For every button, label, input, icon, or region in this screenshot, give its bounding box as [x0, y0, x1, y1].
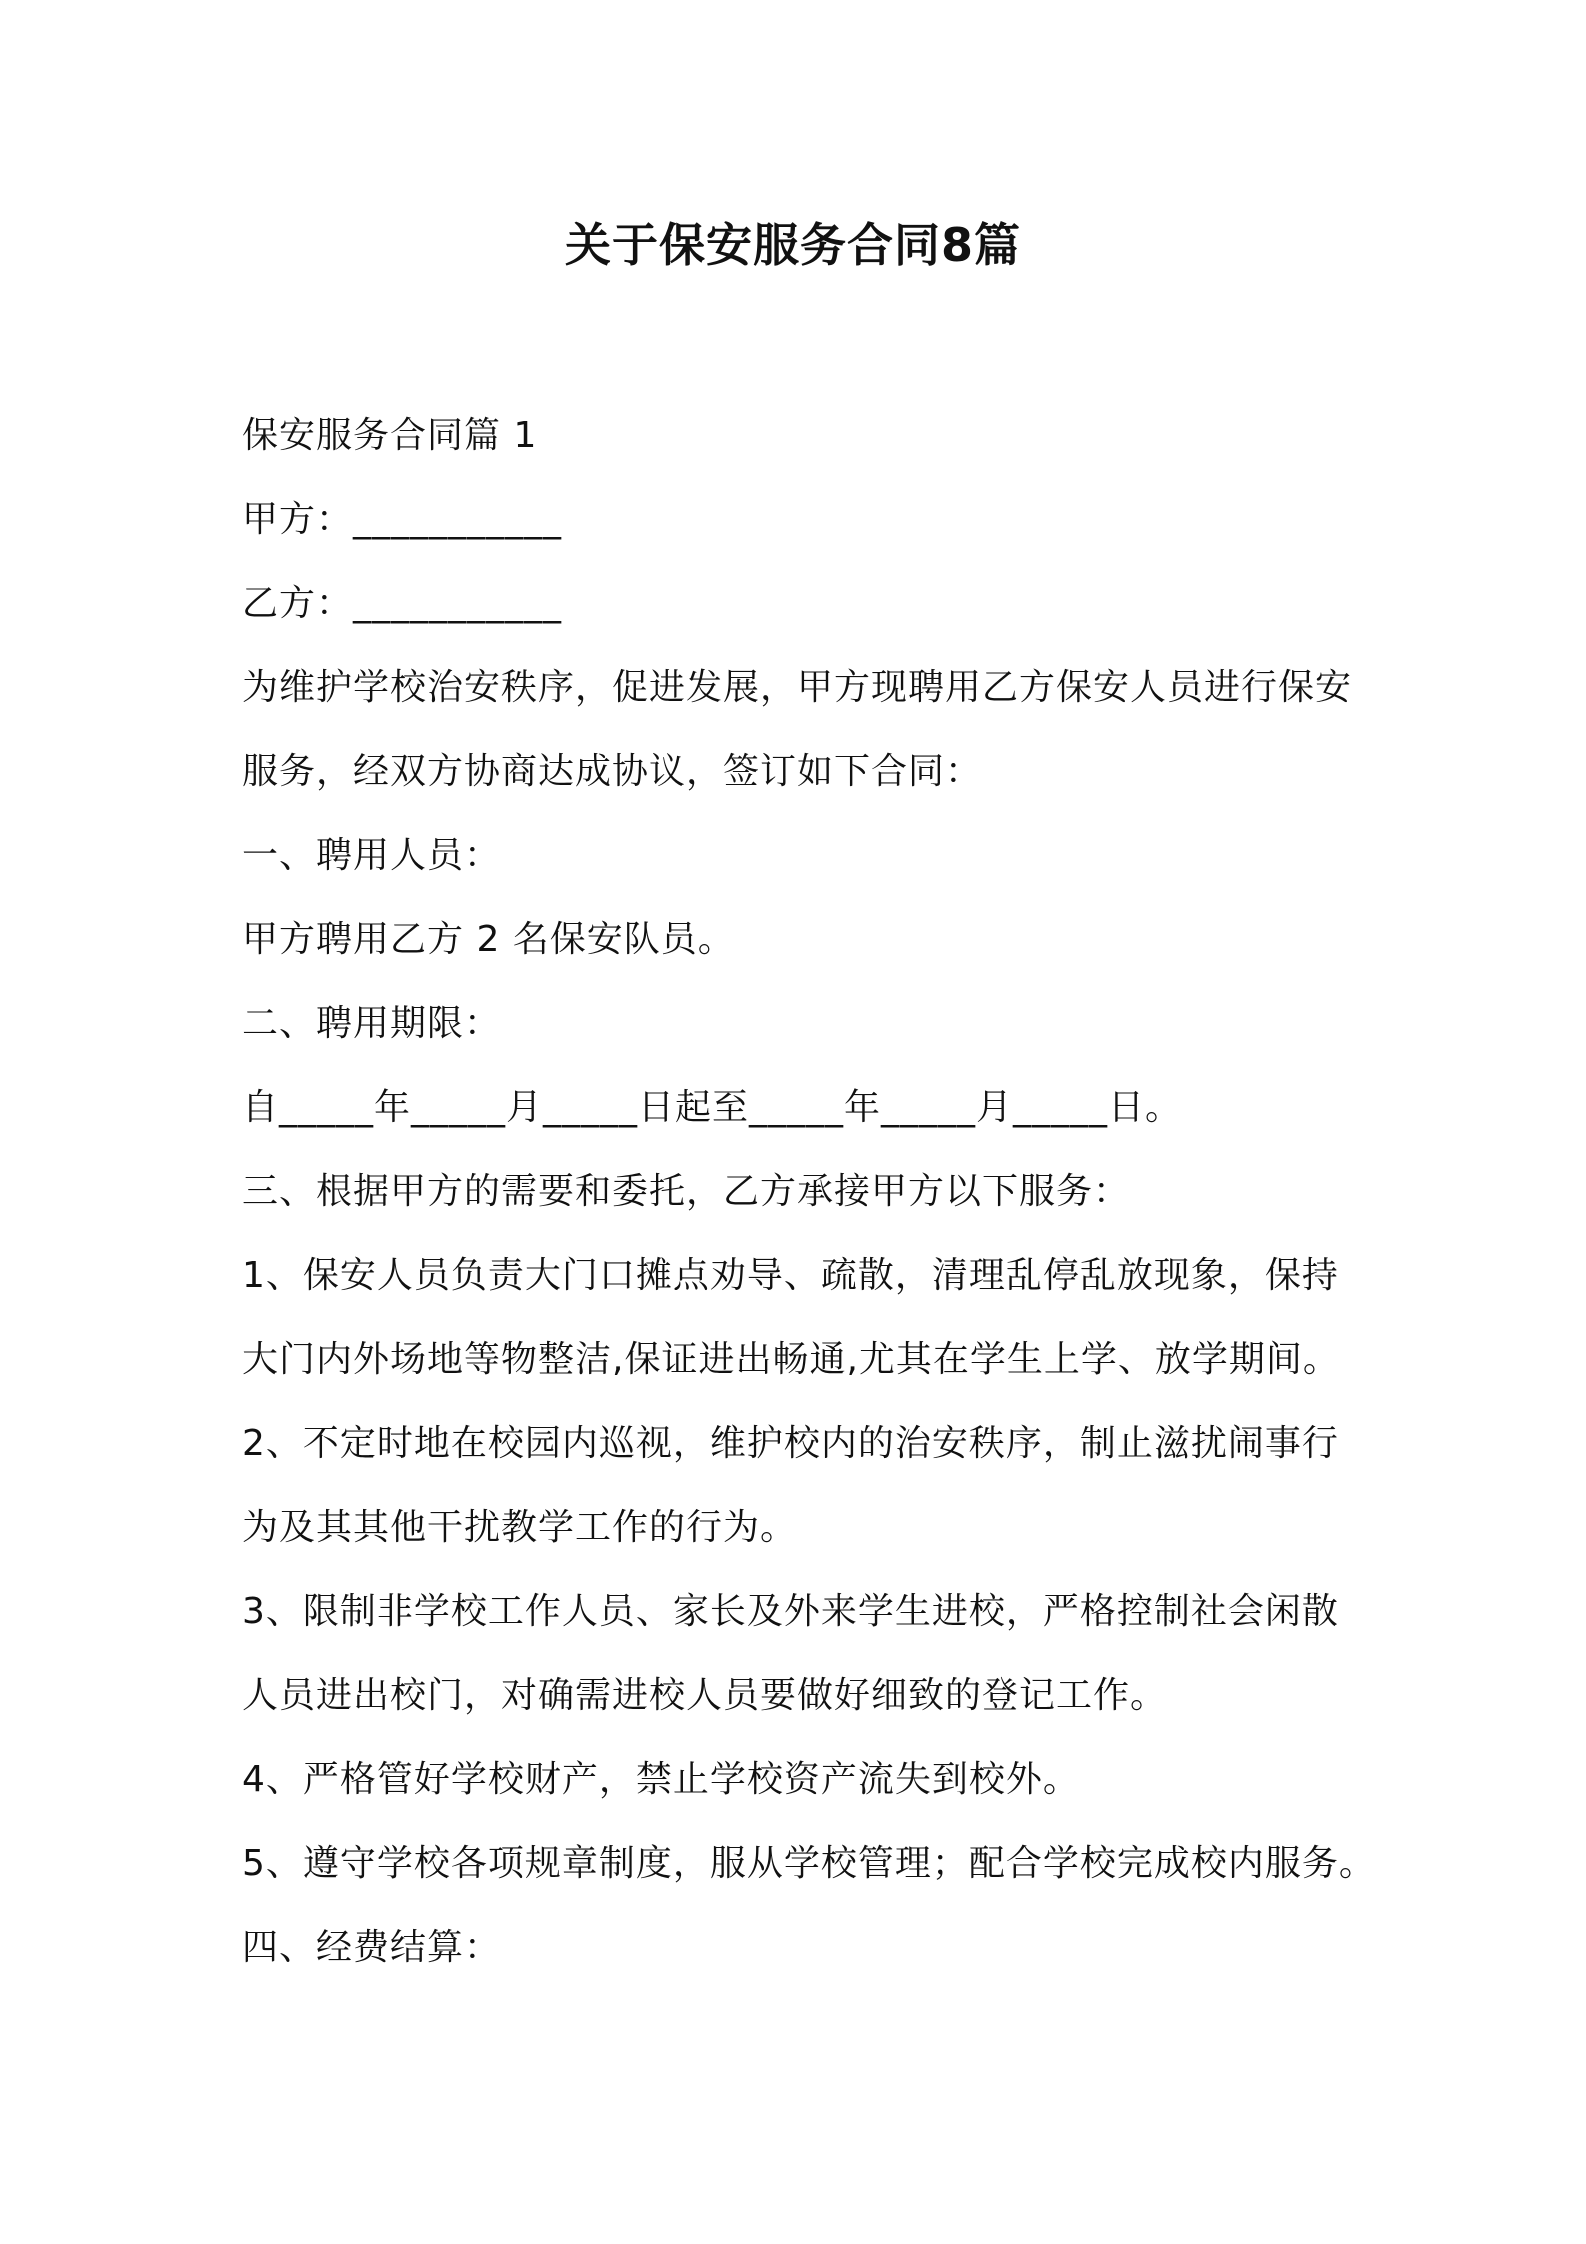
paragraph-line: 为维护学校治安秩序，促进发展，甲方现聘用乙方保安人员进行保安: [242, 667, 1353, 708]
section-heading: 保安服务合同篇 1: [242, 415, 538, 456]
list-item-line: 4、严格管好学校财产，禁止学校资产流失到校外。: [242, 1759, 1080, 1800]
list-item-line: 2、不定时地在校园内巡视，维护校内的治安秩序，制止滋扰闹事行: [242, 1423, 1339, 1464]
clause-heading: 二、聘用期限：: [242, 1003, 502, 1044]
paragraph-line: 服务，经双方协商达成协议，签订如下合同：: [242, 751, 983, 792]
list-item-line: 为及其其他干扰教学工作的行为。: [242, 1507, 798, 1548]
clause-heading: 三、根据甲方的需要和委托，乙方承接甲方以下服务：: [242, 1171, 1131, 1212]
document-title: 关于保安服务合同8篇: [564, 218, 1021, 272]
party-a-line: 甲方：___________: [242, 499, 563, 540]
party-b-line: 乙方：___________: [242, 583, 563, 624]
date-range-line: 自_____年_____月_____日起至_____年_____月_____日。: [242, 1087, 1183, 1128]
list-item-line: 大门内外场地等物整洁,保证进出畅通,尤其在学生上学、放学期间。: [242, 1339, 1340, 1380]
list-item-line: 人员进出校门，对确需进校人员要做好细致的登记工作。: [242, 1675, 1168, 1716]
paragraph-line: 甲方聘用乙方 2 名保安队员。: [242, 919, 735, 960]
list-item-line: 3、限制非学校工作人员、家长及外来学生进校，严格控制社会闲散: [242, 1591, 1339, 1632]
list-item-line: 5、遵守学校各项规章制度，服从学校管理；配合学校完成校内服务。: [242, 1843, 1376, 1884]
list-item-line: 1、保安人员负责大门口摊点劝导、疏散，清理乱停乱放现象，保持: [242, 1255, 1339, 1296]
clause-heading: 一、聘用人员：: [242, 835, 502, 876]
clause-heading: 四、经费结算：: [242, 1927, 502, 1968]
